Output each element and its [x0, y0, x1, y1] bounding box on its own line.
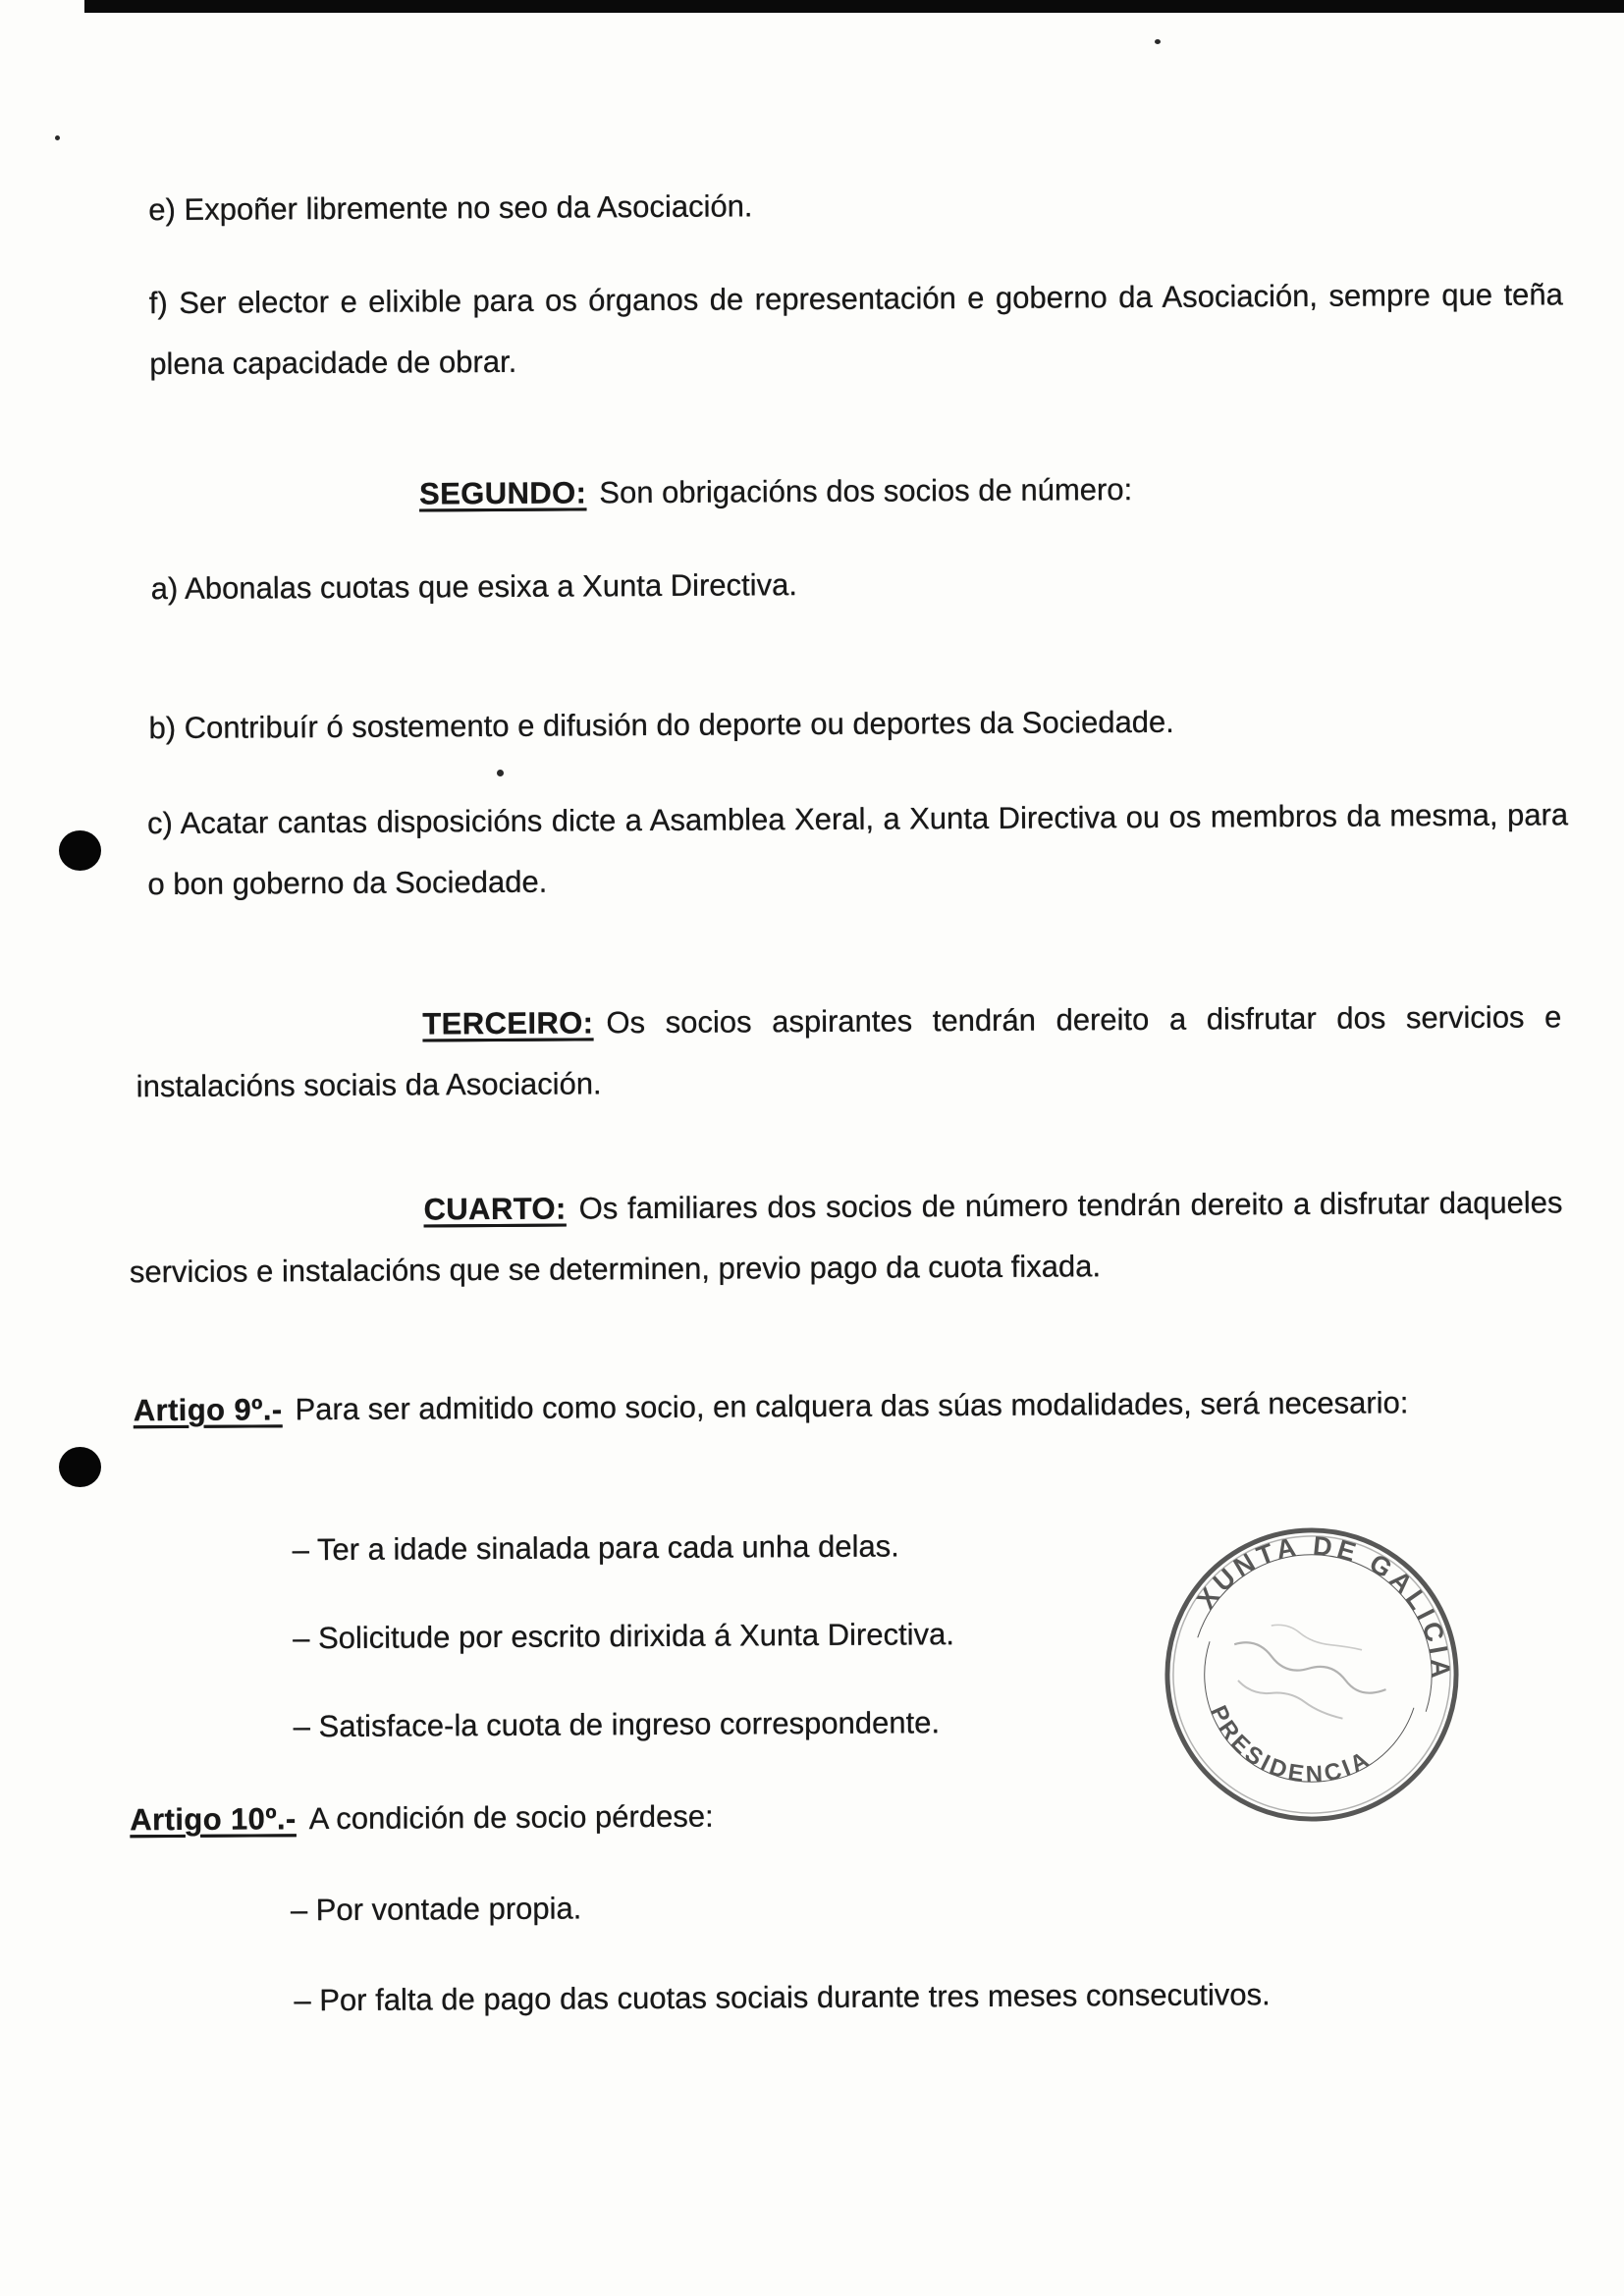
terceiro-heading: TERCEIRO: [422, 1005, 594, 1041]
artigo-9 [134, 1371, 1569, 1441]
stamp-arc-bottom-text: PRESIDENCIA [1204, 1701, 1377, 1789]
section-cuarto [129, 1172, 1563, 1303]
official-stamp [1161, 1523, 1463, 1826]
terceiro-text: Os socios aspirantes tendrán dereito a disfrutar dos servicios e instalacións sociais da Asociación. [135, 999, 1562, 1104]
artigo-9-bullet-2: – Solicitude por escrito dirixida á Xunta Directiva. [293, 1617, 954, 1656]
cuarto-text: Os familiares dos socios de número tendrán dereito a disfrutar daqueles servicios e instalacións que se determinen, previo pago da cuota fixada. [129, 1185, 1563, 1290]
segundo-text: Son obrigacións dos socios de número: [599, 472, 1133, 510]
artigo-9-text: Para ser admitido como socio, en calquera das súas modalidades, será necesario: [295, 1385, 1409, 1427]
stamp-inner-mark [1236, 1678, 1344, 1720]
clause-f: f) Ser elector e elixible para os órganos de representación e goberno da Asociación, sempre que teña plena capacidade de obrar. [148, 277, 1563, 382]
section-segundo [419, 459, 1132, 524]
artigo-10 [130, 1787, 714, 1851]
segundo-item-a: a) Abonalas cuotas que esixa a Xunta Directiva. [150, 567, 798, 607]
artigo-10-text: A condición de socio pérdese: [308, 1798, 714, 1837]
artigo-10-bullet-1: – Por vontade propia. [290, 1891, 582, 1928]
segundo-item-b: b) Contribuír ó sostemento e difusión do deporte ou deportes da Sociedade. [148, 704, 1174, 746]
stamp-arc-top-text: XUNTA DE GALICIA [1191, 1530, 1456, 1683]
stamp-inner-mark [1271, 1621, 1362, 1656]
clause-e: e) Expoñer libremente no seo da Asociación. [148, 188, 753, 228]
section-terceiro [135, 987, 1562, 1117]
artigo-10-heading: Artigo 10º.- [130, 1801, 297, 1838]
segundo-heading: SEGUNDO: [418, 475, 587, 511]
svg-text:PRESIDENCIA [1191, 1695, 1381, 1810]
segundo-item-c: c) Acatar cantas disposicións dicte a Asamblea Xeral, a Xunta Directiva ou os membros da mesma, para o bon goberno da Sociedade. [147, 797, 1569, 902]
cuarto-heading: CUARTO: [423, 1191, 567, 1227]
artigo-9-bullet-1: – Ter a idade sinalada para cada unha delas. [292, 1528, 899, 1568]
artigo-9-bullet-3: – Satisface-la cuota de ingreso correspondente. [293, 1705, 941, 1744]
stamp-signature-squiggle [1232, 1638, 1386, 1700]
artigo-10-bullet-2: – Por falta de pago das cuotas sociais durante tres meses consecutivos. [294, 1977, 1271, 2018]
artigo-9-heading: Artigo 9º.- [133, 1392, 283, 1428]
